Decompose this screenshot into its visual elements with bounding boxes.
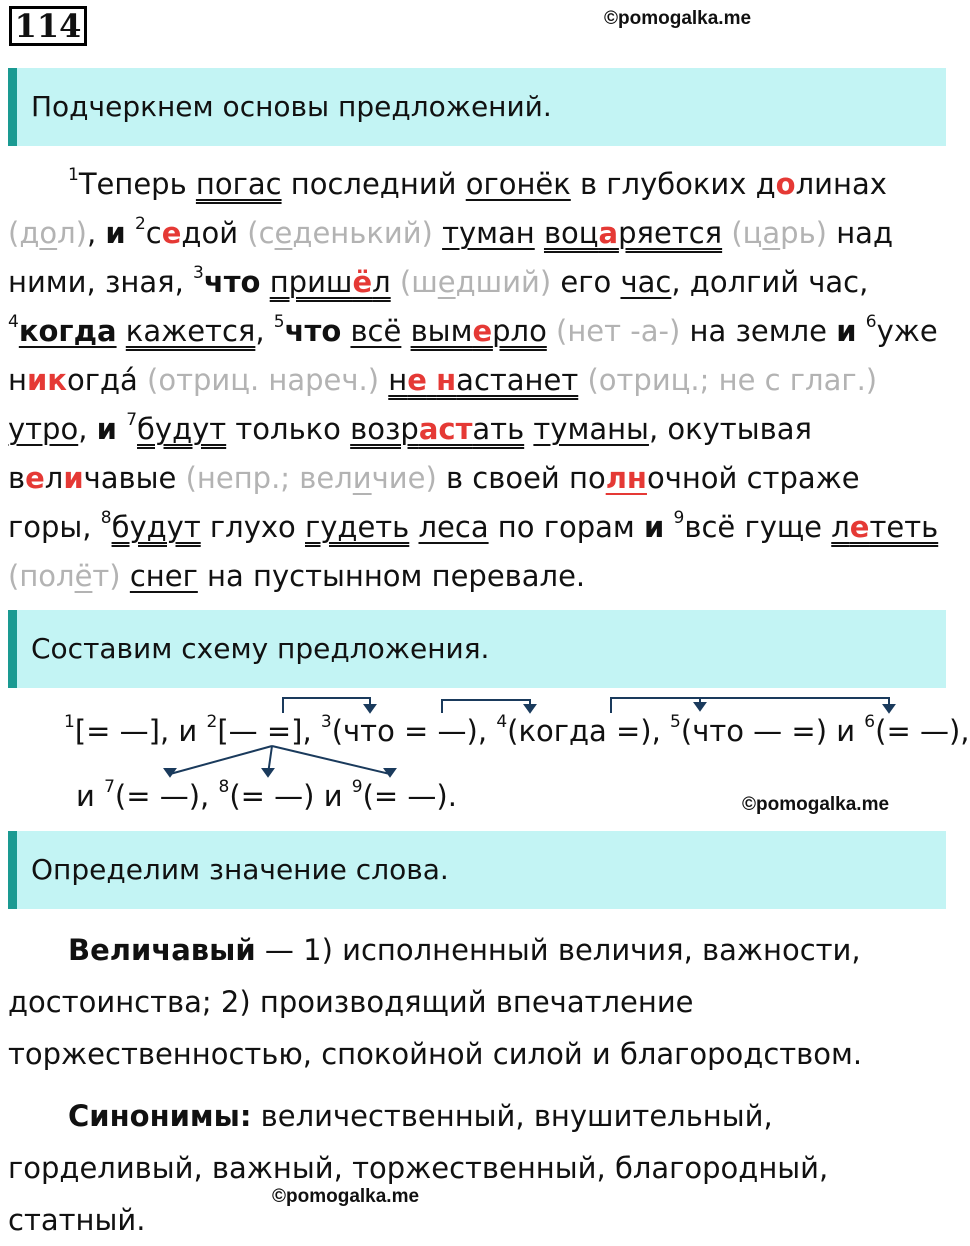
section-title-meaning: Определим значение слова. [8,831,946,909]
sentence-paragraph: $^1$Теперь погас последний огонёк в глубоких долинах (дол), и $^2$седой (седенький) туман воцаряется (царь) над ними, зная, $^3$что пришёл (шедший) его час, долгий час, $^4$когда кажется, $^5$что всё вымерло (нет -а-) на земле и $^6$уже никогдá (отриц. нареч.) не настанет (отриц.; не с глаг.) утро, и $^7$будут только возрастать туманы, окутывая величавые (непр.; величие) в своей полночной страже горы, $^8$будут глухо гудеть леса по горам и $^9$всё гуще лететь (полёт) снег на пустынном перевале. [8,165,939,593]
watermark-middle: ©pomogalka.me [742,794,890,815]
arrowhead-8 [263,769,273,776]
section-title-scheme: Составим схему предложения. [8,610,946,688]
section-title-bases: Подчеркнем основы предложений. [8,68,946,146]
arrowhead-7 [165,769,175,776]
exercise-number: 114 [9,6,87,46]
arrowhead-9 [385,769,395,776]
arrowhead-5 [695,703,705,710]
synonyms-paragraph: Синонимы: величественный, внушительный, горделивый, важный, торжественный, благородный, статный. [8,1099,829,1237]
scheme-line-1: $^1$[= —], и $^2$[— =], $^3$(что = —), $^4$(когда =), $^5$(что — =) и $^6$(= —), [64,712,970,748]
watermark-bottom: ©pomogalka.me [272,1186,420,1207]
definition-paragraph: Величавый — 1) исполненный величия, важности, достоинства; 2) производящий впечатление торжественностью, спокойной силой и благородством. [8,933,863,1071]
synonyms-label: Синонимы: [68,1099,252,1133]
defined-word: Величавый [68,933,256,967]
watermark-top: ©pomogalka.me [604,8,752,29]
scheme-line-2: и $^7$(= —), $^8$(= —) и $^9$(= —). [76,777,457,813]
